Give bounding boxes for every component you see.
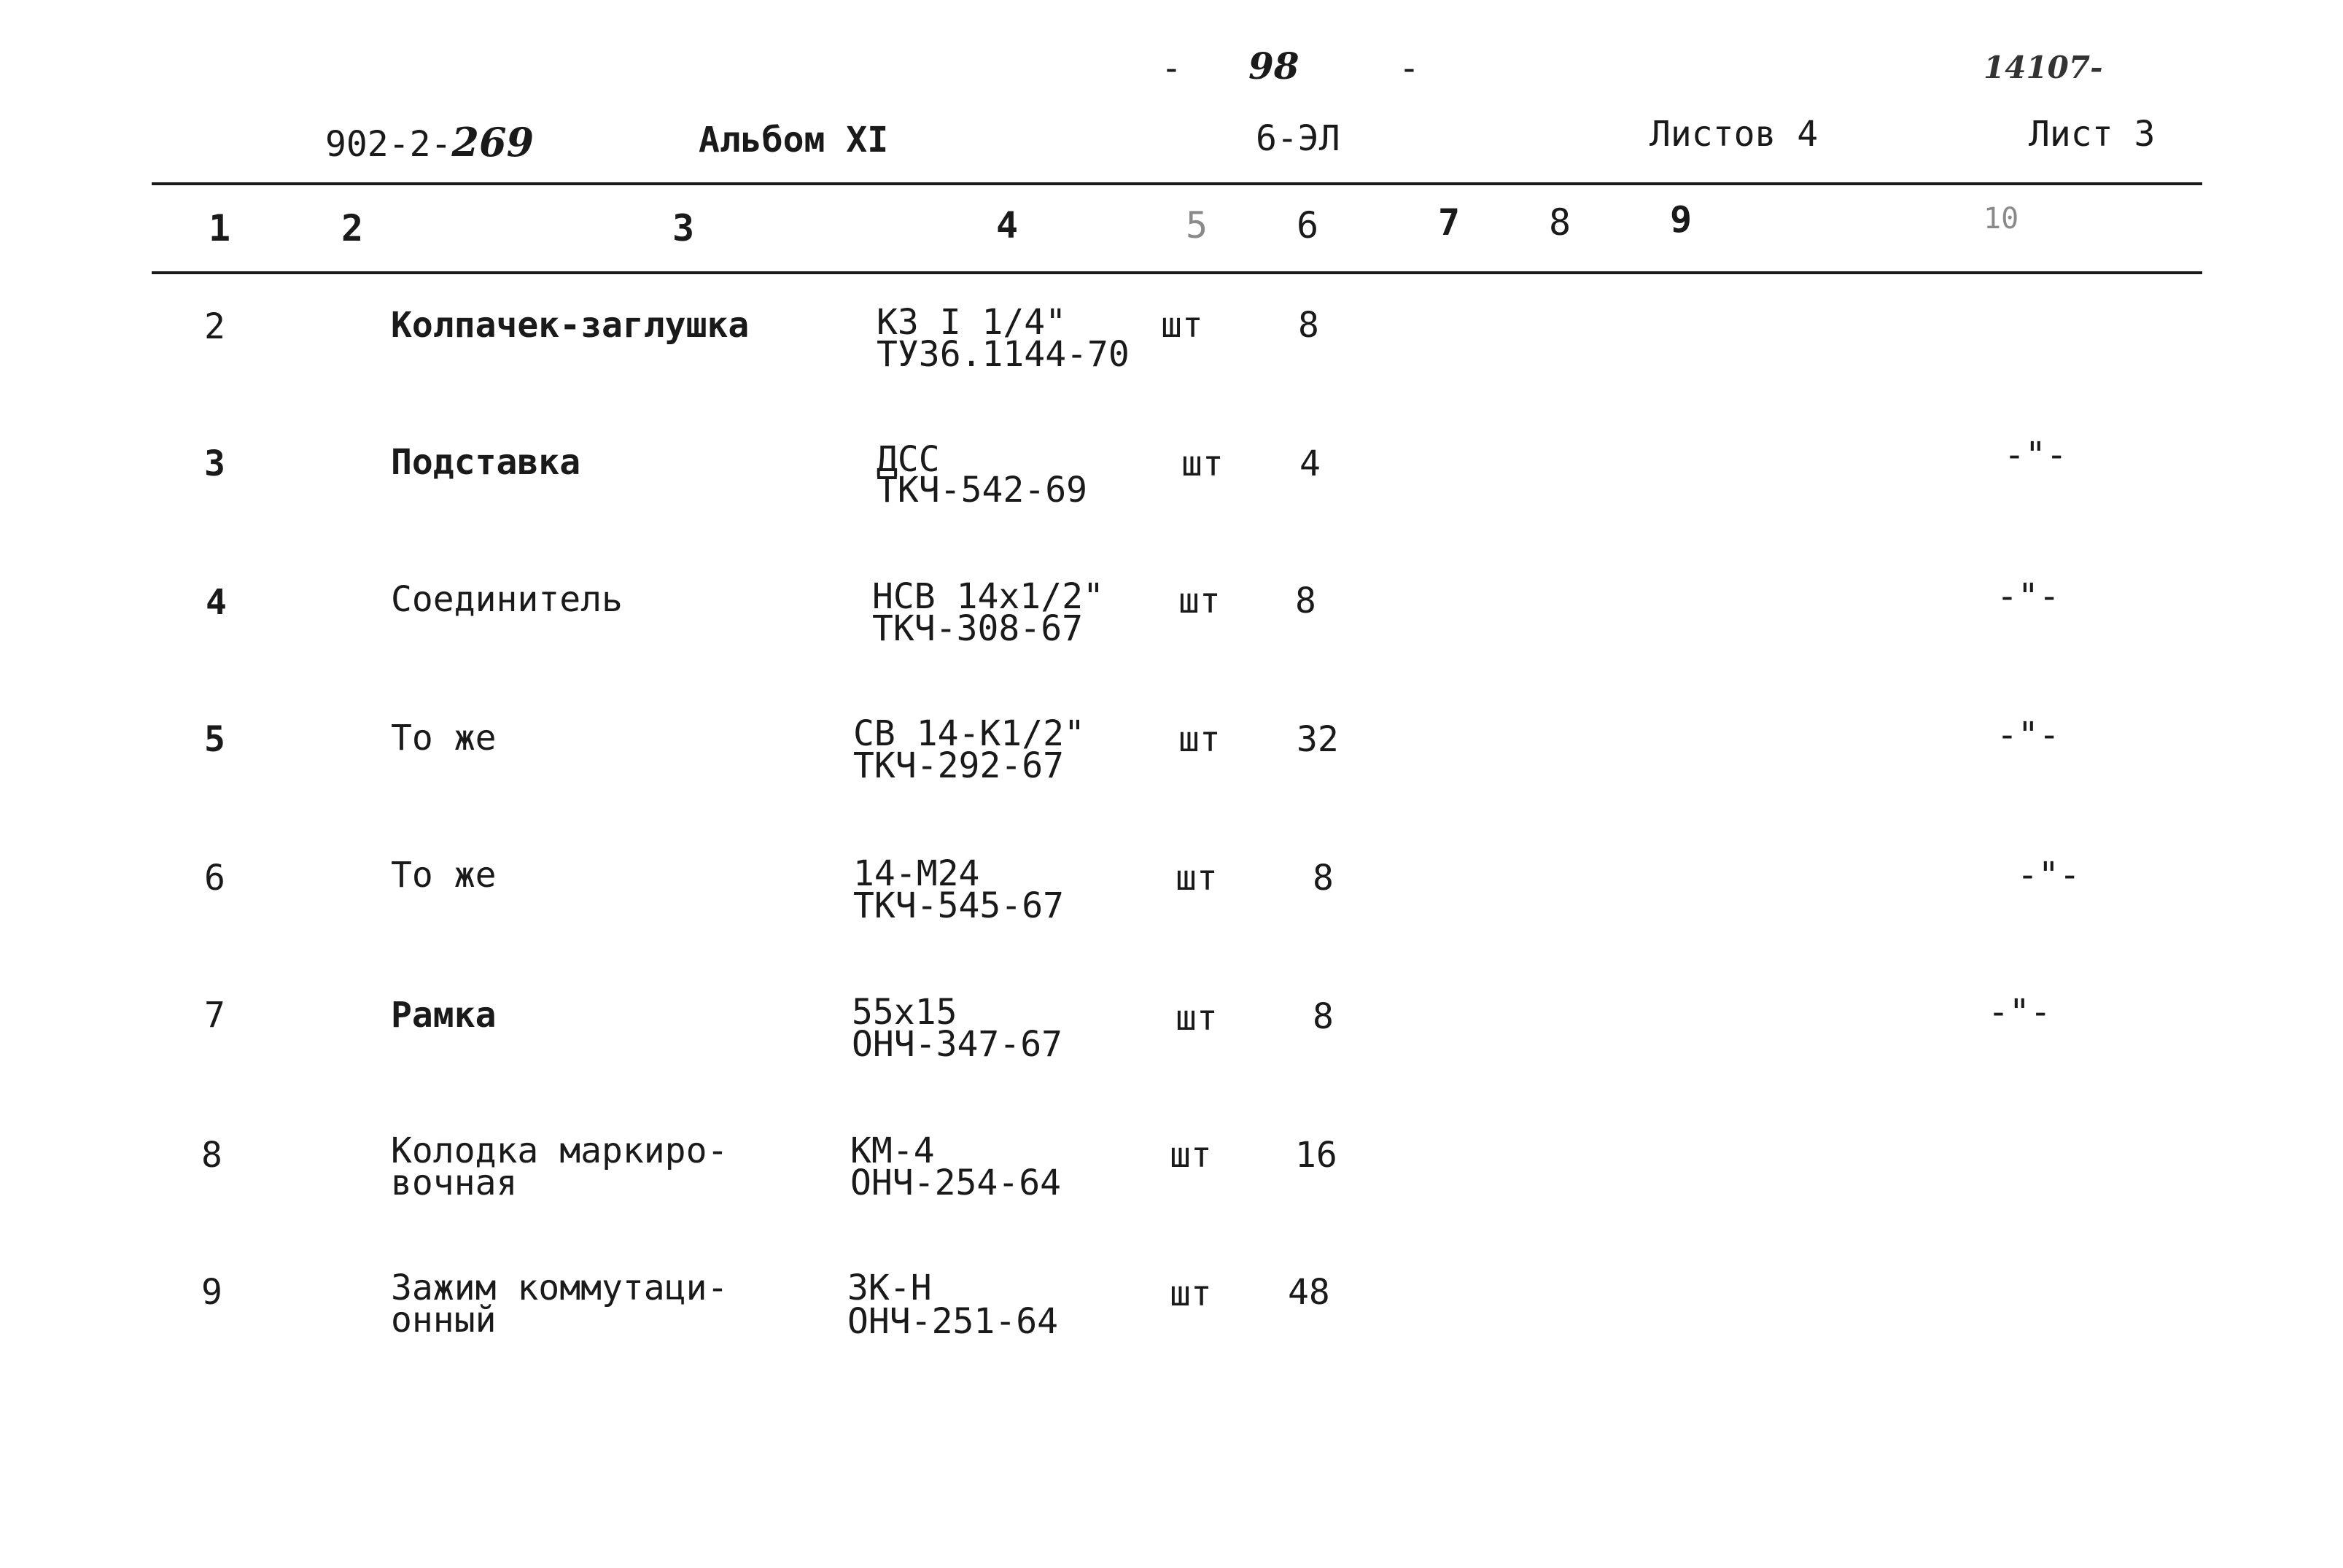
row-quantity: 32	[1297, 719, 1339, 760]
row-type-line-2: ТКЧ-308-67	[872, 608, 1083, 649]
row-quantity: 8	[1295, 581, 1316, 621]
row-quantity: 4	[1299, 443, 1321, 484]
row-type-line-2: ТКЧ-545-67	[853, 885, 1064, 926]
row-unit: шт	[1170, 1273, 1212, 1314]
row-quantity: 8	[1313, 858, 1334, 899]
row-position: 4	[206, 582, 227, 623]
row-type-line-2: ОНЧ-251-64	[847, 1301, 1058, 1342]
row-quantity: 16	[1295, 1135, 1337, 1176]
row-name: Рамка	[391, 995, 497, 1036]
row-note-ditto: -"-	[1997, 576, 2060, 617]
document-code	[325, 119, 535, 166]
row-unit: шт	[1176, 998, 1218, 1039]
document-code-prefix: 902-2-	[325, 124, 452, 165]
section-code: 6-ЭЛ	[1256, 118, 1340, 159]
row-unit: шт	[1176, 858, 1218, 899]
row-position: 2	[204, 306, 225, 347]
row-name: То же	[391, 855, 497, 896]
row-quantity: 8	[1298, 305, 1319, 346]
row-position: 5	[204, 719, 225, 760]
row-note-ditto: -"-	[1988, 992, 2051, 1033]
row-note-ditto: -"-	[1997, 715, 2060, 756]
sheets-total: Листов 4	[1650, 114, 1819, 155]
column-header-8: 8	[1549, 201, 1571, 244]
row-unit: шт	[1178, 581, 1221, 621]
row-type-line-2: ТКЧ-292-67	[853, 745, 1064, 786]
column-header-10: 10	[1983, 202, 2019, 236]
column-header-3: 3	[672, 207, 695, 249]
row-name-line-1: Колодка маркиро-	[391, 1130, 728, 1171]
row-note-ditto: -"-	[2004, 435, 2067, 476]
column-header-7: 7	[1438, 201, 1461, 244]
column-header-2: 2	[341, 207, 364, 249]
row-type-line-1: СВ 14-К1/2"	[853, 713, 1085, 754]
column-header-4: 4	[996, 204, 1019, 247]
row-position: 8	[201, 1135, 222, 1176]
row-unit: шт	[1170, 1135, 1212, 1176]
row-quantity: 8	[1313, 996, 1334, 1037]
row-type-line-1: 55х15	[852, 992, 957, 1033]
row-type-line-2: ТКЧ-542-69	[877, 470, 1087, 511]
row-name-line-2: онный	[391, 1300, 497, 1340]
column-header-1: 1	[209, 207, 231, 249]
row-note-ditto: -"-	[2017, 855, 2080, 896]
row-type-line-1: ЗК-Н	[847, 1268, 932, 1308]
row-type-line-1: 14-М24	[853, 853, 980, 894]
row-name: Соединитель	[391, 579, 623, 620]
row-name: Подставка	[391, 442, 581, 483]
row-quantity: 48	[1288, 1272, 1330, 1313]
column-header-5: 5	[1186, 204, 1208, 247]
sheet-number: Лист 3	[2029, 114, 2156, 155]
album-label: Альбом XI	[699, 120, 889, 160]
row-type-line-1: КМ-4	[850, 1130, 935, 1171]
table-header-rule	[152, 271, 2202, 274]
row-type-line-1: НСВ 14х1/2"	[872, 576, 1104, 617]
row-type-line-1: ДСС	[877, 439, 940, 480]
row-position: 3	[204, 443, 225, 484]
row-position: 9	[201, 1272, 222, 1313]
column-header-9: 9	[1670, 198, 1693, 241]
row-position: 6	[204, 858, 225, 899]
row-name: Колпачек-заглушка	[391, 305, 750, 346]
corner-handwritten-note: 14107-	[1983, 50, 2103, 85]
row-type-line-2: ОНЧ-254-64	[850, 1163, 1061, 1203]
row-name: То же	[391, 718, 497, 758]
row-position: 7	[204, 995, 225, 1036]
row-unit: шт	[1178, 719, 1221, 760]
column-header-6: 6	[1297, 204, 1319, 247]
page-number: 98	[1248, 44, 1299, 88]
row-unit: шт	[1181, 443, 1224, 484]
table-top-rule	[152, 182, 2202, 185]
row-unit: шт	[1161, 305, 1203, 346]
row-name-line-2: вочная	[391, 1163, 518, 1203]
row-type-line-2: ОНЧ-347-67	[852, 1024, 1062, 1065]
header-dash-left: -	[1161, 48, 1182, 89]
row-type-line-1: КЗ I 1/4"	[877, 302, 1067, 343]
document-code-number: 269	[451, 119, 535, 166]
row-type-line-2: ТУ36.1144-70	[877, 334, 1130, 375]
header-dash-right: -	[1399, 48, 1420, 89]
row-name-line-1: Зажим коммутаци-	[391, 1268, 728, 1308]
